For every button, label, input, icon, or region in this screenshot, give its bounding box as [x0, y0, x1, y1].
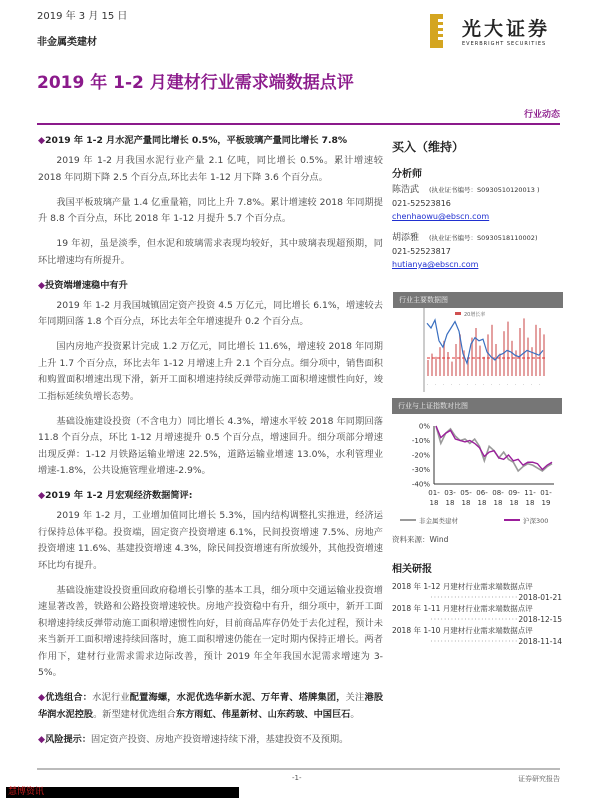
bar-mark [483, 357, 485, 376]
x-tick-label: 03- [444, 489, 456, 497]
chart-title: 行业主要数据图 [393, 292, 563, 308]
related-reports [392, 560, 562, 647]
x-tick: · [459, 382, 461, 387]
x-tick-label: 06- [476, 489, 488, 497]
x-tick-label: 18 [461, 499, 471, 507]
report-type: 行业动态 [523, 110, 560, 120]
sector-label: 非金属类建材 [37, 37, 97, 48]
related-report-link[interactable] [392, 581, 562, 603]
analyst-heading: 分析师 [392, 169, 422, 180]
paragraph: 2019 年 1-2 月，工业增加值同比增长 5.3%，国内结构调整扎实推进，经济运行保持总体平稳。投资端，固定资产投资增速 6.1%，民间投资增速 7.5%、房地产投资增速 11.6%、基建投资增速 4.3%，除民间投资增速有所放缓外，其他投资增速环比均有提升。 [38, 510, 383, 571]
x-tick: · [531, 382, 533, 387]
portfolio-paragraph: ◆优选组合：水泥行业配置海螺，水泥优选华新水泥、万年青、塔牌集团，关注港股华润水泥控股。新型建材优选组合东方雨虹、伟星新材、山东药玻、中国巨石。 [38, 692, 384, 720]
diamond-icon: ◆ [38, 490, 46, 501]
bar-mark [507, 322, 509, 376]
chart-title: 行业与上证指数对比图 [392, 398, 562, 414]
x-tick-label: 01- [428, 489, 440, 497]
bar-mark [479, 346, 481, 376]
bar-mark [447, 352, 449, 376]
x-tick-label: 19 [541, 499, 551, 507]
footer-label: 证券研究报告 [518, 775, 560, 783]
bar-mark [435, 357, 437, 376]
x-tick-label: 08- [492, 489, 504, 497]
y-tick-label: -40% [411, 480, 430, 489]
x-tick: · [475, 382, 477, 387]
section-heading: ◆2019 年 1-2 月水泥产量同比增长 0.5%，平板玻璃产量同比增长 7.8% [38, 135, 348, 146]
x-tick-label: 09- [508, 489, 520, 497]
section-heading: ◆2019 年 1-2 月宏观经济数据简评: [38, 490, 193, 501]
x-tick-label: 18 [477, 499, 487, 507]
legend-label: 沪深300 [523, 517, 549, 525]
industry-data-chart [393, 292, 563, 394]
analyst-card: 胡添雅 (执业证书编号：S0930518110002) 021-52523817 hutianya@ebscn.com [392, 233, 538, 269]
bar-mark [519, 328, 521, 376]
logo-en: EVERBRIGHT SECURITIES [462, 41, 547, 47]
header-divider [37, 123, 560, 125]
bar-mark [451, 362, 453, 376]
x-tick: · [483, 382, 485, 387]
x-tick: · [539, 382, 541, 387]
bar-mark [475, 328, 477, 376]
bar-mark [499, 354, 501, 376]
paragraph: 基础设施建设投资重回政府稳增长引擎的基本工具，细分项中交通运输业投资增速显著改善，铁路和公路投资增速较快。房地产投资稳中有升，细分项中，新开工面积增速持续反弹带动施工面积增速惯性向好，目前商品库存仍处于去化过程，预计未来当新开工面积增速持续回落时，施工面积增速仍能在一定时期内保持正增长。两者作用下，建材行业需求需求边际改善，预计 2019 年全年我国水泥需求增速为 3-5%。 [38, 584, 383, 678]
x-tick: · [451, 382, 453, 387]
paragraph: 国内房地产投资累计完成 1.2 万亿元，同比增长 11.6%，增速较 2018 年同期上升 1.7 个百分点，环比去年 1-12 月增速上升 2.1 个百分点。细分项中，销售面积和购置面积增速出现下滑，新开工面积增速持续反弹带动施工面积增速惯性向好，竣工指标延续负增长态势。 [38, 341, 383, 402]
bar-mark [535, 325, 537, 376]
paragraph: 2019 年 1-2 月我国水泥行业产量 2.1 亿吨，同比增长 0.5%。累计增速较 2018 年同期下降 2.5 个百分点,环比去年 1-12 月下降 3.6 个百分点。 [38, 155, 383, 183]
x-tick-label: 18 [493, 499, 503, 507]
x-tick: · [435, 382, 437, 387]
bar-mark [455, 344, 457, 376]
index-comparison-plot [392, 414, 562, 534]
section-heading: ◆投资端增速稳中有升 [38, 279, 128, 291]
analyst-email-link[interactable]: chenhaowu@ebscn.com [392, 212, 490, 221]
bar-mark [527, 338, 529, 376]
related-heading: 相关研报 [392, 564, 432, 575]
main-body [38, 133, 383, 757]
bar-mark [439, 347, 441, 376]
related-report-date: ··························2018-12-15 [430, 615, 562, 624]
related-report-link[interactable] [392, 625, 562, 647]
paragraph: 基础设施建设投资（不含电力）同比增长 4.3%，增速水平较 2018 年同期回落 11.8 个百分点，环比 1-12 月增速提升 0.5 个百分点，增速回升。细分项部分增速出现反弹：1-12 月铁路运输业增速 22.5%，道路运输业增速 13.0%，水利管理业增速-1.8%，公共设施管理业增速-2.9%。 [38, 415, 383, 476]
x-tick-label: 18 [429, 499, 439, 507]
analyst-card: 陈浩武 (执业证书编号：S0930510120013 ) 021-52523816 chenhaowu@ebscn.com [392, 185, 540, 221]
diamond-icon: ◆ [38, 733, 46, 745]
x-tick-label: 18 [509, 499, 519, 507]
diamond-icon: ◆ [38, 692, 46, 703]
diamond-icon: ◆ [38, 135, 46, 146]
x-tick: · [499, 382, 501, 387]
y-tick-label: 0% [418, 422, 430, 431]
index-comparison-chart [392, 398, 562, 545]
x-tick: · [467, 382, 469, 387]
everbright-logo [430, 14, 560, 50]
analyst-email-link[interactable]: hutianya@ebscn.com [392, 260, 479, 269]
page-number: -1- [292, 774, 302, 782]
x-tick-label: 05- [460, 489, 472, 497]
logo-cn: 光大证券 [462, 18, 551, 40]
paragraph: 19 年初，虽是淡季，但水泥和玻璃需求表现均较好，其中玻璃表现超预期，同环比增速均有所提升。 [38, 238, 383, 266]
bar-mark [487, 334, 489, 376]
report-date: 2019 年 3 月 15 日 [37, 11, 128, 22]
x-tick-label: 18 [445, 499, 455, 507]
y-tick-label: -30% [411, 466, 430, 474]
source-note: 资料来源：Wind [392, 535, 449, 544]
related-report-title: 2018 年 1-11 月建材行业需求端数据点评 [392, 604, 533, 613]
x-tick-label: 11- [524, 489, 536, 497]
related-report-date: ··························2018-11-14 [430, 637, 562, 646]
page-title: 2019 年 1-2 月建材行业需求端数据点评 [37, 73, 354, 93]
bar-mark [543, 334, 545, 376]
bar-mark [431, 354, 433, 376]
x-tick: · [427, 382, 429, 387]
x-tick: · [443, 382, 445, 387]
paragraph: 2019 年 1-2 月我国城镇固定资产投资 4.5 万亿元，同比增长 6.1%，增速较去年同期回落 1.8 个百分点，环比去年全年增速提升 0.2 个百分点。 [38, 299, 383, 327]
related-report-title: 2018 年 1-10 月建材行业需求端数据点评 [392, 626, 533, 635]
bar-mark [523, 318, 525, 376]
x-tick-label: 01- [540, 489, 552, 497]
y-tick-label: -10% [411, 437, 430, 445]
x-tick: · [523, 382, 525, 387]
x-tick-label: 18 [525, 499, 535, 507]
watermark-bar: 慧博资讯 [6, 787, 239, 798]
diamond-icon: ◆ [38, 279, 46, 291]
paragraph: 我国平板玻璃产量 1.4 亿重量箱，同比上升 7.8%。累计增速较 2018 年同期提升 8.8 个百分点，环比 2018 年 1-12 月提升 5.7 个百分点。 [38, 196, 383, 224]
rating: 买入（维持） [392, 140, 465, 154]
bar-mark [515, 350, 517, 376]
x-tick: · [515, 382, 517, 387]
bar-mark [491, 325, 493, 376]
series-line-0 [436, 426, 552, 471]
industry-data-plot [393, 308, 563, 392]
related-report-title: 2018 年 1-12 月建材行业需求端数据点评 [392, 582, 533, 591]
x-tick: · [507, 382, 509, 387]
footer-divider [37, 768, 560, 770]
svg-text:20增长率: 20增长率 [464, 312, 486, 318]
bar-mark [539, 328, 541, 376]
risk-paragraph: ◆风险提示：固定资产投资、房地产投资增速持续下滑，基建投资不及预期。 [38, 733, 349, 745]
bar-mark [427, 360, 429, 376]
x-tick: · [491, 382, 493, 387]
legend-label: 非金属类建材 [419, 517, 458, 525]
logo-mark-icon [430, 14, 454, 48]
sidebar [392, 138, 562, 279]
related-report-link[interactable] [392, 603, 562, 625]
related-report-date: ··························2018-01-21 [430, 593, 562, 602]
y-tick-label: -20% [411, 451, 430, 460]
